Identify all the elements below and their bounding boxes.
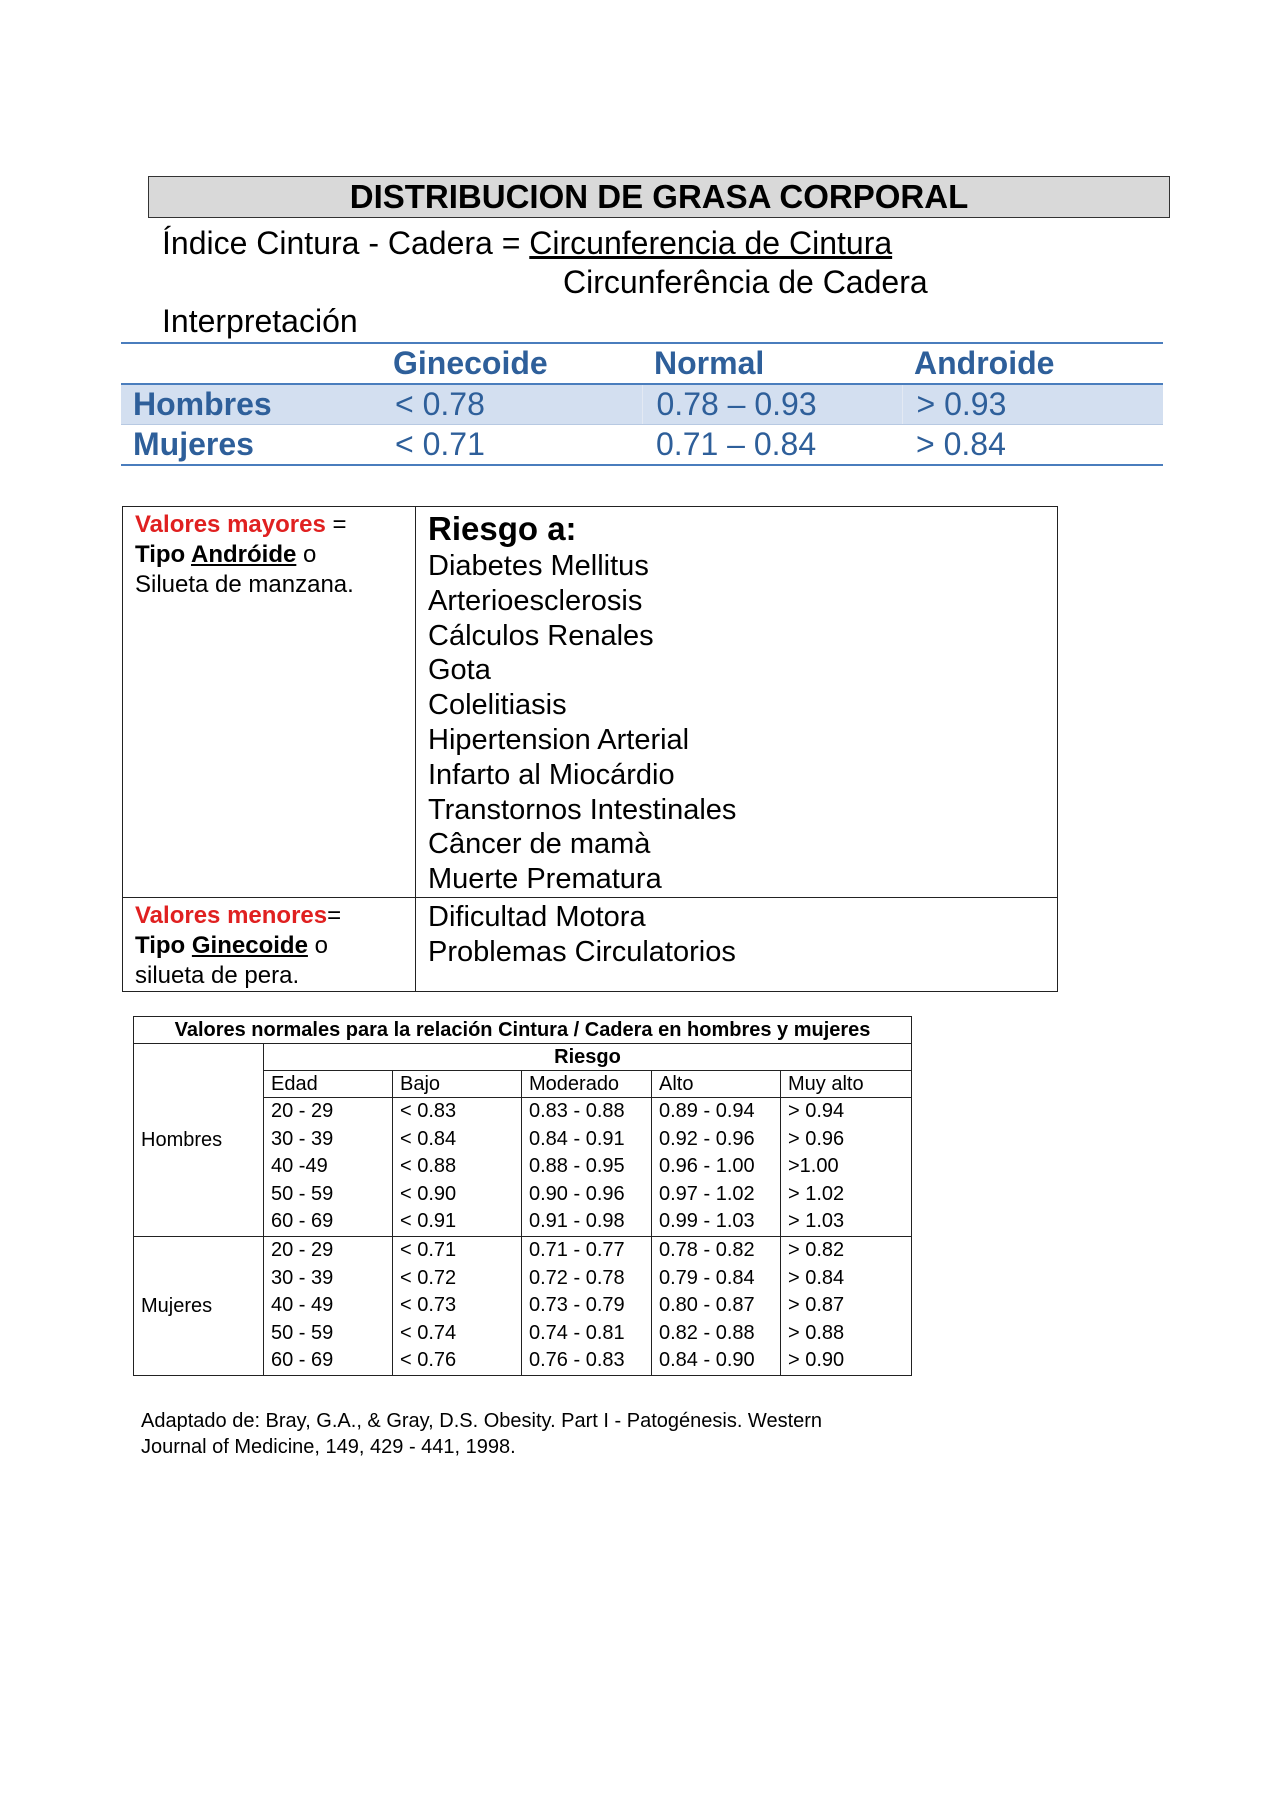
interpretation-row-hombres (121, 384, 1163, 425)
menores-tipo-name: Ginecoide (191, 931, 308, 959)
risk-item: Arterioesclerosis (428, 584, 643, 617)
cell-muy-alto: > 0.82 (781, 1236, 912, 1264)
risk-item: Diabetes Mellitus (428, 550, 649, 582)
source-citation (141, 1408, 1041, 1460)
normal-values-table (133, 1016, 912, 1376)
group-label-mujeres: Mujeres (134, 1236, 264, 1375)
cell-alto: 0.82 - 0.88 (652, 1320, 781, 1348)
cell-bajo: < 0.71 (393, 1236, 522, 1264)
interpretation-label: Interpretación (162, 303, 358, 339)
normal-values-caption-row (134, 1017, 912, 1044)
menores-o: o (307, 931, 328, 959)
cell-bajo: < 0.83 (393, 1098, 522, 1126)
hombres-normal: 0.78 – 0.93 (642, 384, 902, 425)
col-header-edad: Edad (264, 1071, 393, 1098)
header-androide: Androide (902, 343, 1163, 384)
cell-edad: 40 - 49 (264, 1292, 393, 1320)
cell-muy-alto: > 0.84 (781, 1265, 912, 1293)
header-normal: Normal (642, 343, 902, 384)
page-title: DISTRIBUCION DE GRASA CORPORAL (148, 176, 1170, 218)
cell-bajo: < 0.84 (393, 1126, 522, 1154)
cell-bajo: < 0.76 (393, 1347, 522, 1375)
risks-list (416, 507, 1058, 898)
hombres-ginecoide: < 0.78 (381, 384, 642, 425)
formula-line (162, 225, 892, 261)
cell-bajo: < 0.73 (393, 1292, 522, 1320)
cell-alto: 0.78 - 0.82 (652, 1236, 781, 1264)
cell-muy-alto: > 0.94 (781, 1098, 912, 1126)
interpretation-row-mujeres (121, 425, 1163, 466)
cell-edad: 60 - 69 (264, 1208, 393, 1236)
cell-alto: 0.79 - 0.84 (652, 1265, 781, 1293)
risk-menores-item: Dificultad Motora (428, 900, 646, 933)
menores-eq: = (327, 901, 342, 929)
mayores-silueta: Silueta de manzana. (135, 571, 354, 598)
interpretation-header-empty (121, 343, 381, 384)
risk-menores-item: Problemas Circulatorios (428, 935, 736, 968)
mayores-o: o (296, 541, 317, 568)
source-line-2: Journal of Medicine, 149, 429 - 441, 1998. (141, 1436, 516, 1458)
mujeres-androide: > 0.84 (902, 425, 1163, 466)
col-header-moderado: Moderado (522, 1071, 652, 1098)
source-line-1: Adaptado de: Bray, G.A., & Gray, D.S. Obesity. Part I - Patogénesis. Western (141, 1410, 823, 1432)
cell-alto: 0.96 - 1.00 (652, 1153, 781, 1181)
cell-moderado: 0.84 - 0.91 (522, 1126, 652, 1154)
cell-moderado: 0.71 - 0.77 (522, 1236, 652, 1264)
risk-item: Colelitiasis (428, 689, 567, 722)
risk-item: Hipertension Arterial (428, 723, 690, 756)
col-header-bajo: Bajo (393, 1071, 522, 1098)
cell-muy-alto: > 0.88 (781, 1320, 912, 1348)
risk-item: Transtornos Intestinales (428, 793, 737, 826)
mayores-eq: = (325, 511, 347, 538)
riesgo-header-row (134, 1044, 912, 1071)
normal-values-caption: Valores normales para la relación Cintura / Cadera en hombres y mujeres (134, 1017, 912, 1044)
cell-edad: 50 - 59 (264, 1181, 393, 1209)
menores-silueta: silueta de pera. (135, 961, 300, 989)
cell-moderado: 0.91 - 0.98 (522, 1208, 652, 1236)
cell-edad: 60 - 69 (264, 1347, 393, 1375)
valores-menores-label: Valores menores (135, 901, 328, 929)
risk-item: Muerte Prematura (428, 863, 662, 896)
col-header-muy-alto: Muy alto (781, 1071, 912, 1098)
cell-alto: 0.84 - 0.90 (652, 1347, 781, 1375)
cell-alto: 0.80 - 0.87 (652, 1292, 781, 1320)
cell-moderado: 0.90 - 0.96 (522, 1181, 652, 1209)
hombres-androide: > 0.93 (902, 384, 1163, 425)
cell-alto: 0.89 - 0.94 (652, 1098, 781, 1126)
mayores-tipo-name: Andróide (191, 541, 297, 568)
cell-moderado: 0.73 - 0.79 (522, 1292, 652, 1320)
risk-item: Gota (428, 654, 491, 687)
cell-edad: 20 - 29 (264, 1236, 393, 1264)
cell-muy-alto: >1.00 (781, 1153, 912, 1181)
cell-bajo: < 0.90 (393, 1181, 522, 1209)
cell-muy-alto: > 0.90 (781, 1347, 912, 1375)
valores-mayores-label: Valores mayores (135, 511, 326, 538)
risk-item: Infarto al Miocárdio (428, 758, 675, 791)
cell-muy-alto: > 1.03 (781, 1208, 912, 1236)
risk-row-menores (123, 897, 1058, 991)
group-label-hombres: Hombres (134, 1044, 264, 1237)
cell-edad: 20 - 29 (264, 1098, 393, 1126)
mujeres-ginecoide: < 0.71 (381, 425, 642, 466)
cell-muy-alto: > 1.02 (781, 1181, 912, 1209)
cell-bajo: < 0.72 (393, 1265, 522, 1293)
riesgo-header: Riesgo (264, 1044, 912, 1071)
formula-lhs: Índice Cintura - Cadera = (162, 225, 530, 261)
cell-edad: 50 - 59 (264, 1320, 393, 1348)
risks-menores-list (416, 897, 1058, 991)
mayores-description (123, 507, 416, 898)
cell-moderado: 0.76 - 0.83 (522, 1347, 652, 1375)
header-ginecoide: Ginecoide (381, 343, 642, 384)
cell-bajo: < 0.88 (393, 1153, 522, 1181)
riesgo-title: Riesgo a: (428, 510, 577, 547)
cell-edad: 30 - 39 (264, 1265, 393, 1293)
cell-moderado: 0.83 - 0.88 (522, 1098, 652, 1126)
menores-tipo: Tipo (135, 931, 192, 959)
cell-alto: 0.97 - 1.02 (652, 1181, 781, 1209)
risk-item: Câncer de mamà (428, 828, 651, 861)
cell-muy-alto: > 0.87 (781, 1292, 912, 1320)
cell-moderado: 0.72 - 0.78 (522, 1265, 652, 1293)
cell-bajo: < 0.74 (393, 1320, 522, 1348)
interpretation-table (121, 342, 1163, 466)
table-row (134, 1236, 912, 1264)
risk-row-mayores (123, 507, 1058, 898)
cell-edad: 40 -49 (264, 1153, 393, 1181)
cell-moderado: 0.74 - 0.81 (522, 1320, 652, 1348)
cell-alto: 0.92 - 0.96 (652, 1126, 781, 1154)
row-label-mujeres: Mujeres (121, 425, 381, 466)
interpretation-header-row (121, 343, 1163, 384)
risk-item: Cálculos Renales (428, 619, 654, 652)
formula-numerator: Circunferencia de Cintura (529, 225, 893, 261)
cell-moderado: 0.88 - 0.95 (522, 1153, 652, 1181)
menores-description (123, 897, 416, 991)
col-header-alto: Alto (652, 1071, 781, 1098)
cell-edad: 30 - 39 (264, 1126, 393, 1154)
risk-table (122, 506, 1058, 992)
cell-alto: 0.99 - 1.03 (652, 1208, 781, 1236)
formula-denominator: Circunferência de Cadera (563, 264, 928, 300)
mujeres-normal: 0.71 – 0.84 (642, 425, 902, 466)
cell-bajo: < 0.91 (393, 1208, 522, 1236)
mayores-tipo: Tipo (135, 541, 191, 568)
cell-muy-alto: > 0.96 (781, 1126, 912, 1154)
row-label-hombres: Hombres (121, 384, 381, 425)
